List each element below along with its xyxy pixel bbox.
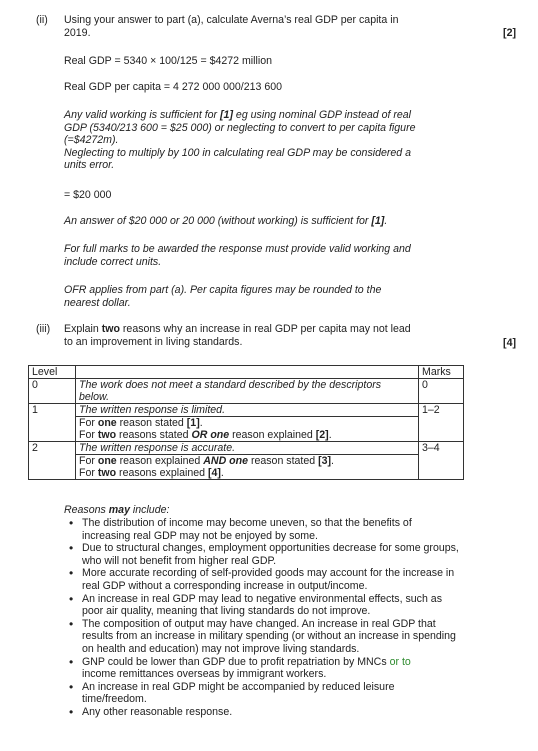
level-0-descriptor-line2: below. (79, 391, 110, 403)
header-marks: Marks (419, 366, 464, 379)
level-1-criteria (76, 417, 419, 442)
part-iii-question (64, 323, 484, 348)
working-note-line2: GDP (5340/213 600 = $25 000) or neglecting to convert to per capita figure (64, 121, 416, 134)
level-0-descriptor-line1: The work does not meet a standard described by the descriptors (79, 379, 382, 391)
table-row-level-2 (29, 442, 464, 455)
part-ii-number: (ii) (36, 14, 48, 26)
header-descriptor (76, 366, 419, 379)
level-2-criteria-line1: For one reason explained AND one reason stated [3]. (79, 455, 334, 467)
level-2-cell: 2 (29, 442, 76, 480)
table-row-level-0 (29, 379, 464, 404)
reasons-list (66, 517, 462, 719)
part-iii-marks: [4] (503, 337, 516, 349)
table-row-level-2-criteria (29, 455, 464, 480)
level-2-marks: 3–4 (419, 442, 464, 480)
calc-line-2: Real GDP per capita = 4 272 000 000/213 600 (64, 81, 283, 93)
result-line: = $20 000 (64, 189, 112, 201)
table-row-level-1 (29, 404, 464, 417)
full-marks-note-line1: For full marks to be awarded the response must provide valid working and (64, 243, 411, 255)
working-note (64, 109, 464, 172)
level-1-marks: 1–2 (419, 404, 464, 442)
part-ii-question (64, 14, 484, 39)
level-1-criteria-line2: For two reasons stated OR one reason explained [2]. (79, 429, 332, 441)
level-1-descriptor: The written response is limited. (76, 404, 419, 417)
header-level: Level (29, 366, 76, 379)
working-note-line1: Any valid working is sufficient for [1] eg using nominal GDP instead of real (64, 109, 412, 121)
list-item: • Due to structural changes, employment opportunities decrease for some groups, who will not benefit from higher real GDP. (82, 542, 462, 567)
part-iii-question-line1: Explain two reasons why an increase in real GDP per capita may not lead (64, 323, 411, 335)
table-row-level-1-criteria (29, 417, 464, 442)
level-2-criteria-line2: For two reasons explained [4]. (79, 467, 224, 479)
answer-note: An answer of $20 000 or 20 000 (without working) is sufficient for [1]. (64, 215, 388, 227)
level-0-descriptor (76, 379, 419, 404)
list-item: • GNP could be lower than GDP due to profit repatriation by MNCs or to income remittances overseas by immigrant workers. (82, 656, 462, 681)
list-item: • Any other reasonable response. (82, 706, 462, 719)
list-item: • The composition of output may have changed. An increase in real GDP that results from an increase in military spending (or without an increase in spending on health and education) may not improve living standards. (82, 618, 462, 656)
level-2-descriptor: The written response is accurate. (76, 442, 419, 455)
list-item: • The distribution of income may become uneven, so that the benefits of increasing real GDP may not be enjoyed by some. (82, 517, 462, 542)
list-item: • More accurate recording of self-provided goods may account for the increase in real GDP without a corresponding increase in output/income. (82, 567, 462, 592)
part-ii-question-line1: Using your answer to part (a), calculate Averna’s real GDP per capita in (64, 14, 399, 26)
full-marks-note (64, 243, 464, 268)
level-2-criteria (76, 455, 419, 480)
reasons-intro: Reasons may include: (64, 504, 170, 516)
part-ii-question-line2: 2019. (64, 26, 91, 39)
working-note-line5: units error. (64, 159, 115, 172)
full-marks-note-line2: include correct units. (64, 255, 162, 268)
level-1-cell: 1 (29, 404, 76, 442)
calc-line-1: Real GDP = 5340 × 100/125 = $4272 million (64, 55, 273, 67)
list-item: • An increase in real GDP may lead to negative environmental effects, such as poor air quality, meaning that living standards do not improve. (82, 593, 462, 618)
level-0-cell: 0 (29, 379, 76, 404)
table-header-row (29, 366, 464, 379)
list-item: • An increase in real GDP might be accompanied by reduced leisure time/freedom. (82, 681, 462, 706)
part-iii-question-line2: to an improvement in living standards. (64, 335, 243, 348)
ofr-note (64, 284, 464, 309)
levels-table (28, 365, 464, 480)
ofr-note-line2: nearest dollar. (64, 296, 131, 309)
working-note-line4: Neglecting to multiply by 100 in calculating real GDP may be considered a (64, 146, 412, 159)
part-iii-number: (iii) (36, 323, 51, 335)
ofr-note-line1: OFR applies from part (a). Per capita figures may be rounded to the (64, 284, 382, 296)
part-ii-marks: [2] (503, 27, 516, 39)
level-0-marks: 0 (419, 379, 464, 404)
working-note-line3: (=$4272m). (64, 134, 119, 147)
level-1-criteria-line1: For one reason stated [1]. (79, 417, 203, 429)
